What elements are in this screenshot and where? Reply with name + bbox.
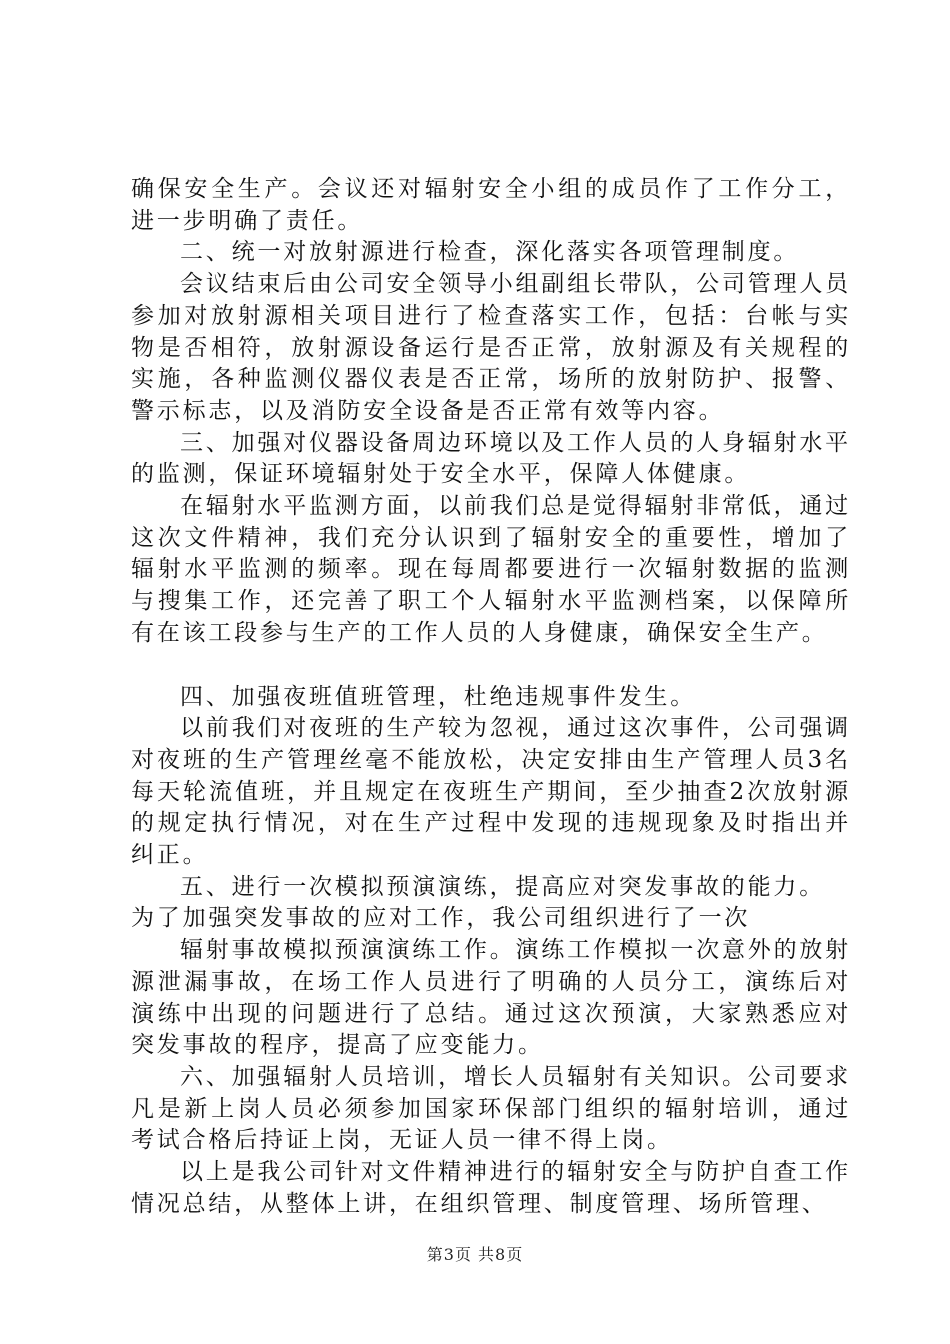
paragraph-3: 会议结束后由公司安全领导小组副组长带队，公司管理人员参加对放射源相关项目进行了检查落实工作，包括：台帐与实物是否相符，放射源设备运行是否正常，放射源及有关规程的实施，各种监测仪器仪表是否正常，场所的放射防护、报警、警示标志，以及消防安全设备是否正常有效等内容。 xyxy=(131,271,851,424)
section-heading-2: 二、统一对放射源进行检查，深化落实各项管理制度。 xyxy=(180,239,800,266)
paragraph-5: 在辐射水平监测方面，以前我们总是觉得辐射非常低，通过这次文件精神，我们充分认识到了辐射安全的重要性，增加了辐射水平监测的频率。现在每周都要进行一次辐射数据的监测与搜集工作，还完善了职工个人辐射水平监测档案，以保障所有在该工段参与生产的工作人员的人身健康，确保安全生产。 xyxy=(131,493,851,646)
section-heading-6: 六、加强辐射人员培训，增长人员辐射有关知识。公司要求凡是新上岗人员必须参加国家环保部门组织的辐射培训，通过考试合格后持证上岗，无证人员一律不得上岗。 xyxy=(131,1063,851,1154)
section-heading-3: 三、加强对仪器设备周边环境以及工作人员的人身辐射水平的监测，保证环境辐射处于安全水平，保障人体健康。 xyxy=(131,429,851,488)
section-heading-4: 四、加强夜班值班管理，杜绝违规事件发生。 xyxy=(180,683,696,710)
page-number-footer: 第3页 共8页 xyxy=(426,1245,524,1264)
document-body xyxy=(131,174,851,1221)
paragraph-9: 为了加强突发事故的应对工作，我公司组织进行了一次 xyxy=(131,905,751,932)
paragraph-1: 确保安全生产。会议还对辐射安全小组的成员作了工作分工，进一步明确了责任。 xyxy=(131,176,851,234)
paragraph-7: 以前我们对夜班的生产较为忽视，通过这次事件，公司强调对夜班的生产管理丝毫不能放松，决定安排由生产管理人员3名每天轮流值班，并且规定在夜班生产期间，至少抽查2次放射源的规定执行情况，对在生产过程中发现的违规现象及时指出并纠正。 xyxy=(131,715,851,869)
paragraph-10: 辐射事故模拟预演演练工作。演练工作模拟一次意外的放射源泄漏事故，在场工作人员进行了明确的人员分工，演练后对演练中出现的问题进行了总结。通过这次预演，大家熟悉应对突发事故的程序，提高了应变能力。 xyxy=(131,937,851,1059)
paragraph-12: 以上是我公司针对文件精神进行的辐射安全与防护自查工作情况总结，从整体上讲，在组织管理、制度管理、场所管理、 xyxy=(131,1159,851,1217)
paragraph-gap xyxy=(131,650,851,682)
section-heading-5: 五、进行一次模拟预演演练，提高应对突发事故的能力。 xyxy=(180,873,825,900)
